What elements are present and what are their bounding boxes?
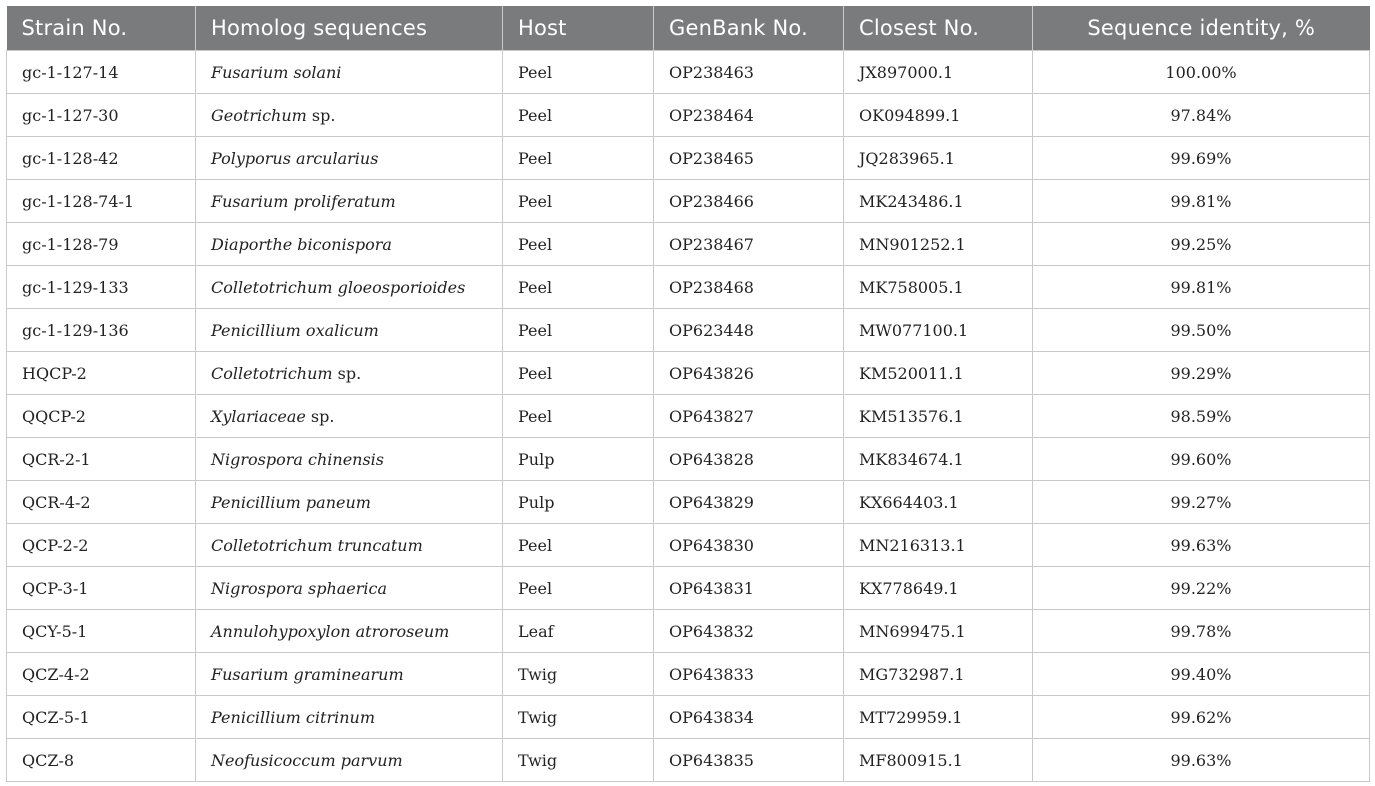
cell-host: Peel	[503, 309, 654, 352]
table-row	[7, 94, 1370, 137]
header-genbank-no: GenBank No.	[654, 6, 844, 51]
cell-sequence-identity: 99.27%	[1033, 481, 1370, 524]
cell-sequence-identity: 99.78%	[1033, 610, 1370, 653]
cell-genbank-no: OP643833	[654, 653, 844, 696]
cell-homolog-sequence	[196, 137, 503, 180]
cell-homolog-sequence	[196, 524, 503, 567]
cell-strain-no: QCP-3-1	[7, 567, 196, 610]
species-name: Polyporus arcularius	[211, 148, 379, 168]
table-row	[7, 438, 1370, 481]
cell-host: Peel	[503, 395, 654, 438]
cell-host: Peel	[503, 524, 654, 567]
cell-closest-no: MN901252.1	[844, 223, 1033, 266]
header-closest-no: Closest No.	[844, 6, 1033, 51]
cell-sequence-identity: 99.25%	[1033, 223, 1370, 266]
cell-host: Twig	[503, 696, 654, 739]
cell-closest-no: MW077100.1	[844, 309, 1033, 352]
cell-sequence-identity: 99.60%	[1033, 438, 1370, 481]
cell-host: Peel	[503, 567, 654, 610]
cell-closest-no: MF800915.1	[844, 739, 1033, 782]
species-name: Diaporthe biconispora	[211, 234, 392, 254]
header-host: Host	[503, 6, 654, 51]
cell-strain-no: gc-1-129-136	[7, 309, 196, 352]
cell-closest-no: MK758005.1	[844, 266, 1033, 309]
table-row	[7, 524, 1370, 567]
cell-genbank-no: OP643835	[654, 739, 844, 782]
cell-host: Pulp	[503, 481, 654, 524]
species-name: Nigrospora chinensis	[211, 449, 384, 469]
cell-sequence-identity: 99.22%	[1033, 567, 1370, 610]
table-row	[7, 137, 1370, 180]
table-row	[7, 223, 1370, 266]
cell-genbank-no: OP643829	[654, 481, 844, 524]
cell-homolog-sequence	[196, 567, 503, 610]
cell-genbank-no: OP238464	[654, 94, 844, 137]
header-strain-no: Strain No.	[7, 6, 196, 51]
table-row	[7, 653, 1370, 696]
cell-closest-no: MN216313.1	[844, 524, 1033, 567]
table-row	[7, 180, 1370, 223]
cell-genbank-no: OP643828	[654, 438, 844, 481]
cell-sequence-identity: 99.62%	[1033, 696, 1370, 739]
table-row	[7, 352, 1370, 395]
header-homolog-sequences: Homolog sequences	[196, 6, 503, 51]
cell-homolog-sequence	[196, 653, 503, 696]
cell-genbank-no: OP643827	[654, 395, 844, 438]
cell-homolog-sequence	[196, 51, 503, 94]
cell-sequence-identity: 99.29%	[1033, 352, 1370, 395]
cell-sequence-identity: 99.63%	[1033, 524, 1370, 567]
species-name: Neofusicoccum parvum	[211, 750, 403, 770]
cell-genbank-no: OP238468	[654, 266, 844, 309]
cell-strain-no: QCR-2-1	[7, 438, 196, 481]
cell-host: Peel	[503, 137, 654, 180]
cell-sequence-identity: 100.00%	[1033, 51, 1370, 94]
species-name: Annulohypoxylon atroroseum	[211, 621, 450, 641]
species-name: Colletotrichum gloeosporioides	[211, 277, 466, 297]
cell-strain-no: gc-1-129-133	[7, 266, 196, 309]
species-suffix: sp.	[305, 406, 335, 426]
cell-host: Peel	[503, 51, 654, 94]
cell-genbank-no: OP643830	[654, 524, 844, 567]
cell-sequence-identity: 99.40%	[1033, 653, 1370, 696]
cell-genbank-no: OP238466	[654, 180, 844, 223]
table-row	[7, 309, 1370, 352]
cell-closest-no: KM513576.1	[844, 395, 1033, 438]
cell-closest-no: KX664403.1	[844, 481, 1033, 524]
species-name: Colletotrichum truncatum	[211, 535, 423, 555]
cell-strain-no: QCZ-4-2	[7, 653, 196, 696]
cell-host: Leaf	[503, 610, 654, 653]
cell-strain-no: QCP-2-2	[7, 524, 196, 567]
cell-sequence-identity: 97.84%	[1033, 94, 1370, 137]
cell-closest-no: MK834674.1	[844, 438, 1033, 481]
species-name: Nigrospora sphaerica	[211, 578, 388, 598]
species-name: Fusarium graminearum	[211, 664, 404, 684]
species-suffix: sp.	[332, 363, 362, 383]
cell-closest-no: JX897000.1	[844, 51, 1033, 94]
cell-closest-no: MN699475.1	[844, 610, 1033, 653]
cell-homolog-sequence	[196, 696, 503, 739]
species-name: Xylariaceae	[211, 406, 306, 426]
cell-host: Twig	[503, 653, 654, 696]
cell-homolog-sequence	[196, 395, 503, 438]
cell-closest-no: MT729959.1	[844, 696, 1033, 739]
cell-genbank-no: OP238465	[654, 137, 844, 180]
cell-homolog-sequence	[196, 266, 503, 309]
table-row	[7, 51, 1370, 94]
cell-host: Peel	[503, 223, 654, 266]
cell-genbank-no: OP643826	[654, 352, 844, 395]
cell-closest-no: MG732987.1	[844, 653, 1033, 696]
cell-homolog-sequence	[196, 739, 503, 782]
header-row	[7, 6, 1370, 51]
cell-host: Peel	[503, 94, 654, 137]
species-name: Geotrichum	[211, 105, 307, 125]
cell-strain-no: gc-1-127-30	[7, 94, 196, 137]
table-row	[7, 481, 1370, 524]
table-body	[7, 51, 1370, 782]
cell-strain-no: gc-1-128-74-1	[7, 180, 196, 223]
cell-strain-no: HQCP-2	[7, 352, 196, 395]
cell-sequence-identity: 99.50%	[1033, 309, 1370, 352]
species-name: Fusarium solani	[211, 62, 342, 82]
strain-table	[6, 6, 1370, 782]
cell-genbank-no: OP643834	[654, 696, 844, 739]
table-row	[7, 395, 1370, 438]
header-sequence-identity: Sequence identity, %	[1033, 6, 1370, 51]
species-name: Penicillium citrinum	[211, 707, 375, 727]
cell-homolog-sequence	[196, 180, 503, 223]
species-name: Penicillium oxalicum	[211, 320, 379, 340]
species-suffix: sp.	[306, 105, 336, 125]
cell-homolog-sequence	[196, 309, 503, 352]
cell-homolog-sequence	[196, 352, 503, 395]
table-row	[7, 567, 1370, 610]
cell-closest-no: JQ283965.1	[844, 137, 1033, 180]
cell-strain-no: QCY-5-1	[7, 610, 196, 653]
cell-host: Peel	[503, 352, 654, 395]
cell-closest-no: MK243486.1	[844, 180, 1033, 223]
cell-genbank-no: OP238467	[654, 223, 844, 266]
cell-genbank-no: OP643831	[654, 567, 844, 610]
cell-strain-no: gc-1-127-14	[7, 51, 196, 94]
table-row	[7, 696, 1370, 739]
cell-sequence-identity: 99.81%	[1033, 266, 1370, 309]
cell-strain-no: QCZ-8	[7, 739, 196, 782]
cell-host: Pulp	[503, 438, 654, 481]
cell-host: Peel	[503, 180, 654, 223]
cell-homolog-sequence	[196, 438, 503, 481]
table-row	[7, 610, 1370, 653]
cell-homolog-sequence	[196, 94, 503, 137]
cell-homolog-sequence	[196, 223, 503, 266]
cell-sequence-identity: 99.69%	[1033, 137, 1370, 180]
cell-genbank-no: OP238463	[654, 51, 844, 94]
cell-host: Peel	[503, 266, 654, 309]
cell-closest-no: KX778649.1	[844, 567, 1033, 610]
cell-sequence-identity: 99.81%	[1033, 180, 1370, 223]
cell-strain-no: QQCP-2	[7, 395, 196, 438]
cell-sequence-identity: 98.59%	[1033, 395, 1370, 438]
cell-homolog-sequence	[196, 481, 503, 524]
table-row	[7, 266, 1370, 309]
species-name: Colletotrichum	[211, 363, 333, 383]
cell-strain-no: gc-1-128-42	[7, 137, 196, 180]
cell-strain-no: QCZ-5-1	[7, 696, 196, 739]
cell-closest-no: OK094899.1	[844, 94, 1033, 137]
species-name: Penicillium paneum	[211, 492, 371, 512]
species-name: Fusarium proliferatum	[211, 191, 396, 211]
table-row	[7, 739, 1370, 782]
cell-strain-no: QCR-4-2	[7, 481, 196, 524]
table-header	[7, 6, 1370, 51]
cell-strain-no: gc-1-128-79	[7, 223, 196, 266]
cell-genbank-no: OP623448	[654, 309, 844, 352]
cell-sequence-identity: 99.63%	[1033, 739, 1370, 782]
cell-homolog-sequence	[196, 610, 503, 653]
cell-closest-no: KM520011.1	[844, 352, 1033, 395]
cell-genbank-no: OP643832	[654, 610, 844, 653]
cell-host: Twig	[503, 739, 654, 782]
